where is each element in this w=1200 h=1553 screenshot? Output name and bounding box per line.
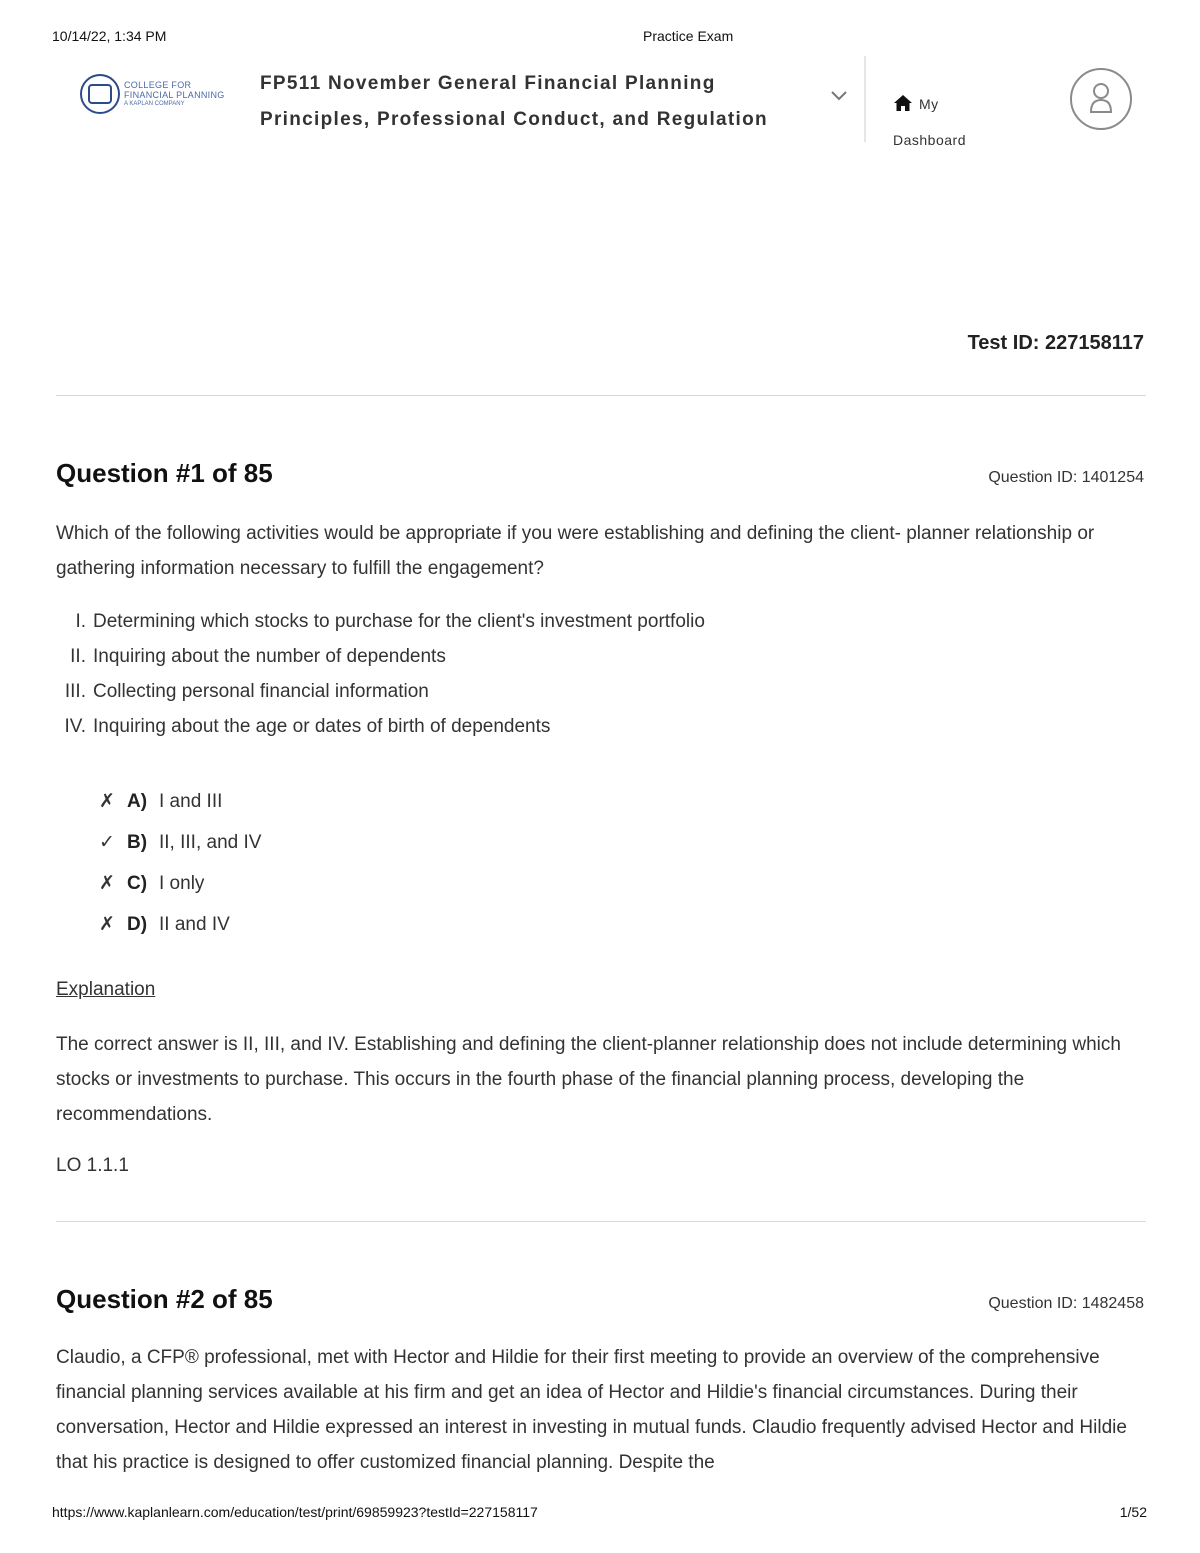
statement-item	[56, 604, 956, 639]
statement-list	[56, 604, 956, 744]
correct-mark-icon: ✓	[99, 832, 115, 853]
question-2-id: Question ID: 1482458	[988, 1295, 1144, 1312]
incorrect-mark-icon: ✗	[99, 791, 115, 812]
statement-text: Determining which stocks to purchase for the client's investment portfolio	[93, 611, 705, 632]
statement-number: III.	[64, 681, 86, 702]
logo-text	[124, 80, 244, 108]
dashboard-label-2: Dashboard	[893, 132, 966, 148]
question-1-title: Question #1 of 85	[56, 458, 273, 488]
answer-text: I and III	[159, 791, 223, 812]
course-title-line-2: Principles, Professional Conduct, and Regulation	[260, 109, 768, 130]
answer-letter: C)	[127, 873, 148, 894]
logo-line-2: FINANCIAL PLANNING	[124, 90, 225, 100]
incorrect-mark-icon: ✗	[99, 914, 115, 935]
test-id: Test ID: 227158117	[967, 332, 1144, 354]
answer-list	[96, 785, 696, 949]
user-avatar-icon[interactable]	[1070, 68, 1132, 130]
logo-line-1: COLLEGE FOR	[124, 80, 192, 90]
divider	[56, 395, 1146, 396]
answer-text: II and IV	[159, 914, 230, 935]
statement-item	[56, 709, 956, 744]
college-logo[interactable]	[80, 74, 235, 122]
answer-option-c[interactable]	[96, 867, 696, 908]
statement-number: IV.	[64, 716, 86, 737]
answer-text: II, III, and IV	[159, 832, 262, 853]
answer-letter: A)	[127, 791, 148, 812]
course-title[interactable]	[260, 66, 820, 138]
divider	[56, 1221, 1146, 1222]
home-icon	[893, 89, 913, 107]
answer-text: I only	[159, 873, 205, 894]
answer-option-b[interactable]	[96, 826, 696, 867]
statement-number: I.	[75, 611, 86, 632]
seal-icon	[80, 74, 120, 114]
answer-letter: D)	[127, 914, 148, 935]
question-1-text: Which of the following activities would be appropriate if you were establishing and defining the client- planner relationship or gathering information necessary to fulfill the engagement?	[56, 523, 1095, 579]
learning-objective: LO 1.1.1	[56, 1155, 129, 1176]
answer-option-a[interactable]	[96, 785, 696, 826]
logo-line-3: A KAPLAN COMPANY	[124, 101, 185, 107]
print-date: 10/14/22, 1:34 PM	[52, 28, 167, 44]
statement-text: Inquiring about the age or dates of birth of dependents	[93, 716, 551, 737]
answer-option-d[interactable]	[96, 908, 696, 949]
app-header	[0, 56, 1200, 156]
print-header	[0, 28, 1200, 50]
statement-text: Collecting personal financial information	[93, 681, 429, 702]
my-dashboard-link[interactable]	[893, 86, 1013, 158]
question-2-title: Question #2 of 85	[56, 1284, 273, 1314]
dashboard-label-1: My	[919, 96, 939, 112]
answer-letter: B)	[127, 832, 148, 853]
statement-text: Inquiring about the number of dependents	[93, 646, 446, 667]
print-page-number: 1/52	[1119, 1504, 1147, 1520]
header-divider	[864, 56, 866, 142]
statement-number: II.	[70, 646, 86, 667]
print-url: https://www.kaplanlearn.com/education/test/print/69859923?testId=227158117	[52, 1504, 538, 1520]
explanation-heading[interactable]: Explanation	[56, 979, 156, 1000]
statement-item	[56, 639, 956, 674]
question-2-text: Claudio, a CFP® professional, met with Hector and Hildie for their first meeting to provide an overview of the comprehensive financial planning services available at his firm and get an idea of Hector and Hildie's financial circumstances. During their conversation, Hector and Hildie expressed an interest in investing in mutual funds. Claudio frequently advised Hector and Hildie that his practice is designed to offer customized financial planning. Despite the	[56, 1347, 1127, 1473]
course-title-line-1: FP511 November General Financial Planning	[260, 73, 716, 94]
print-title: Practice Exam	[643, 28, 734, 44]
question-1-id: Question ID: 1401254	[988, 469, 1144, 486]
explanation-text: The correct answer is II, III, and IV. Establishing and defining the client-planner relationship does not include determining which stocks or investments to purchase. This occurs in the fourth phase of the financial planning process, developing the recommendations.	[56, 1034, 1121, 1125]
statement-item	[56, 674, 956, 709]
chevron-down-icon[interactable]	[828, 88, 850, 104]
incorrect-mark-icon: ✗	[99, 873, 115, 894]
